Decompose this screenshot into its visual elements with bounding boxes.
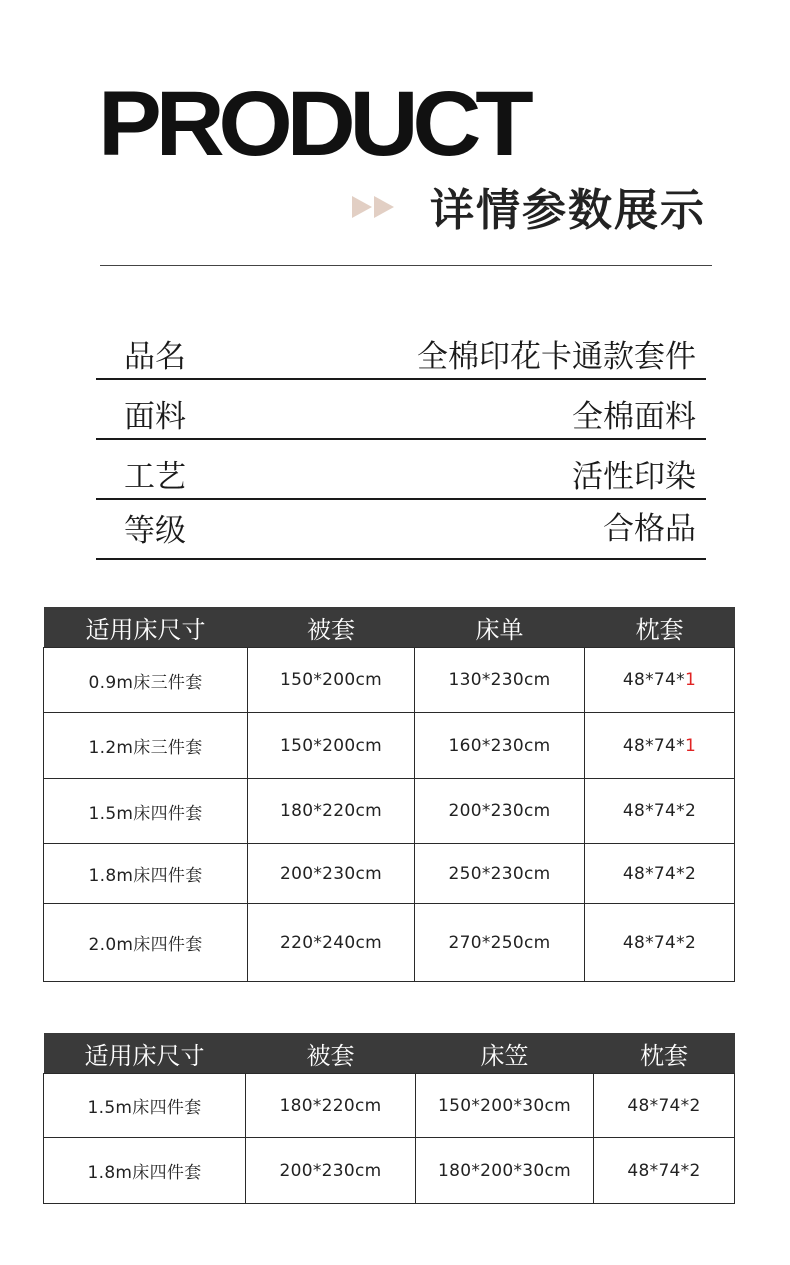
table-header-row — [44, 1033, 735, 1074]
table-cell: 180*220cm — [246, 1074, 416, 1138]
pillow-count: 2 — [684, 801, 697, 821]
column-header: 枕套 — [594, 1033, 735, 1074]
table-cell: 270*250cm — [415, 904, 585, 982]
table-cell: 150*200cm — [248, 648, 415, 713]
table-cell: 1.8m床四件套 — [44, 1138, 246, 1204]
pillow-size: 48*74* — [622, 863, 685, 884]
table-cell: 150*200*30cm — [416, 1074, 594, 1138]
spec-value: 全棉印花卡通款套件 — [417, 339, 696, 375]
double-arrow-icon — [352, 194, 400, 220]
table-cell: 1.5m床四件套 — [44, 779, 248, 844]
table-row — [44, 779, 735, 844]
table-cell — [585, 648, 735, 713]
table-cell: 250*230cm — [415, 844, 585, 904]
column-header: 枕套 — [585, 607, 735, 648]
spec-row-craft — [96, 440, 706, 500]
table-cell: 2.0m床四件套 — [44, 904, 248, 982]
spec-label: 等级 — [124, 513, 186, 549]
table-cell: 180*220cm — [248, 779, 415, 844]
column-header: 适用床尺寸 — [44, 1033, 246, 1074]
spec-value: 合格品 — [603, 511, 696, 547]
column-header: 床单 — [415, 607, 585, 648]
spec-list — [96, 320, 706, 560]
column-header: 适用床尺寸 — [44, 607, 248, 648]
spec-label: 面料 — [124, 399, 186, 435]
table-row — [44, 713, 735, 779]
table-cell: 48*74*2 — [594, 1138, 735, 1204]
table-row — [44, 648, 735, 713]
size-table-fitted-sheet — [43, 1033, 735, 1204]
table-cell: 1.8m床四件套 — [44, 844, 248, 904]
table-cell: 200*230cm — [246, 1138, 416, 1204]
pillow-size: 48*74* — [622, 670, 685, 690]
spec-label: 品名 — [124, 339, 186, 375]
column-header: 被套 — [246, 1033, 416, 1074]
table-row — [44, 1138, 735, 1204]
section-subtitle: 详情参数展示 — [430, 185, 706, 236]
spec-value: 活性印染 — [572, 459, 696, 495]
spec-row-fabric — [96, 380, 706, 440]
table-cell — [585, 779, 735, 844]
spec-value: 全棉面料 — [572, 399, 696, 435]
product-title: PRODUCT — [98, 73, 528, 175]
table-cell: 0.9m床三件套 — [44, 648, 248, 713]
pillow-count: 2 — [684, 932, 697, 953]
table-cell — [585, 904, 735, 982]
table-row — [44, 904, 735, 982]
spec-row-grade — [96, 500, 706, 560]
table-cell — [585, 844, 735, 904]
table-cell: 130*230cm — [415, 648, 585, 713]
table-row — [44, 1074, 735, 1138]
table-cell: 160*230cm — [415, 713, 585, 779]
pillow-count: 1 — [684, 670, 697, 690]
table-cell: 220*240cm — [248, 904, 415, 982]
table-cell: 180*200*30cm — [416, 1138, 594, 1204]
table-cell: 150*200cm — [248, 713, 415, 779]
column-header: 床笠 — [416, 1033, 594, 1074]
spec-label: 工艺 — [124, 459, 186, 495]
table-header-row — [44, 607, 735, 648]
size-table-flat-sheet — [43, 607, 735, 982]
pillow-size: 48*74* — [622, 932, 685, 953]
pillow-count: 1 — [684, 735, 697, 756]
table-cell — [585, 713, 735, 779]
table-cell: 1.2m床三件套 — [44, 713, 248, 779]
pillow-size: 48*74* — [622, 801, 685, 821]
spec-row-name — [96, 320, 706, 380]
pillow-size: 48*74* — [622, 735, 685, 756]
table-cell: 200*230cm — [415, 779, 585, 844]
table-cell: 200*230cm — [248, 844, 415, 904]
pillow-count: 2 — [684, 863, 697, 884]
table-row — [44, 844, 735, 904]
table-cell: 48*74*2 — [594, 1074, 735, 1138]
column-header: 被套 — [248, 607, 415, 648]
table-cell: 1.5m床四件套 — [44, 1074, 246, 1138]
divider — [100, 265, 712, 266]
